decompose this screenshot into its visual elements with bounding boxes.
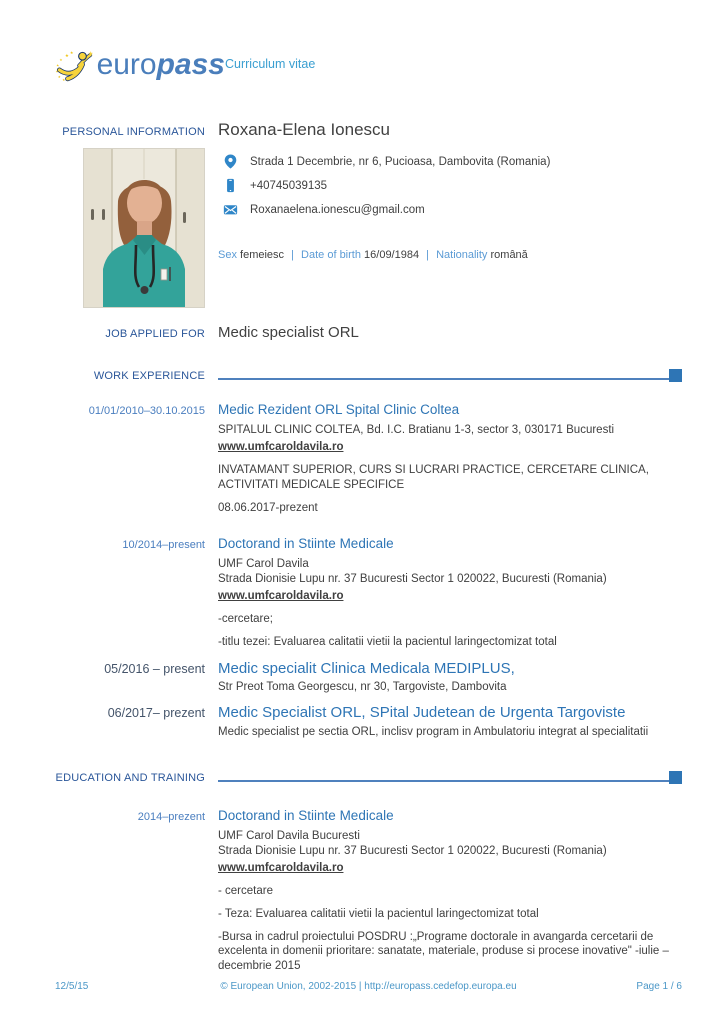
svg-text:★: ★ [59, 58, 63, 63]
sex-value: femeiesc [240, 249, 285, 261]
education-entry-title: Doctorand in Stiinte Medicale [218, 808, 394, 824]
svg-text:★: ★ [64, 52, 69, 58]
section-rule-square [669, 369, 682, 382]
svg-text:★: ★ [57, 75, 61, 80]
meta-separator: | [426, 249, 430, 261]
personal-details-row [0, 148, 724, 308]
section-rule-square [669, 771, 682, 784]
sex-label: Sex [218, 249, 237, 261]
work-experience-label: WORK EXPERIENCE [93, 370, 205, 382]
work-entry-address: Str Preot Toma Georgescu, nr 30, Targoviste, Dambovita [218, 681, 507, 694]
logo-pass: pass [156, 48, 225, 81]
education-entry-org: UMF Carol Davila Bucuresti [218, 829, 360, 842]
address-row [218, 154, 682, 169]
personal-section-header [0, 120, 724, 140]
work-entry-date: 10/2014–present [122, 539, 205, 552]
education-entry-bullet: - Teza: Evaluarea calitatii vietii la pacientul laringectomizat total [218, 907, 539, 920]
work-entry-bullet: -titlu tezei: Evaluarea calitatii vietii la pacientul laringectomizat total [218, 636, 557, 649]
phone-row [218, 178, 682, 193]
logo-euro: euro [96, 48, 157, 81]
phone-icon [223, 178, 238, 193]
email-icon [223, 202, 238, 217]
section-rule [218, 369, 682, 383]
document-type-label: Curriculum vitae [225, 57, 316, 71]
europass-wordmark [97, 36, 225, 94]
work-entry-activity: INVATAMANT SUPERIOR, CURS SI LUCRARI PRACTICE, CERCETARE CLINICA, ACTIVITATI MEDICALE SPECIFICE [218, 464, 649, 491]
work-entry [0, 659, 724, 695]
work-entry-extra: 08.06.2017-prezent [218, 501, 318, 514]
education-entry-bullet: - cercetare [218, 885, 273, 898]
work-entry-org: UMF Carol Davila [218, 557, 309, 570]
phone-value: +40745039135 [250, 179, 328, 192]
education-entry-bullet: -Bursa in cadrul proiectului POSDRU :„Programe doctorale in avangarda cercetarii de excelenta in domenii prioritare: sanatate, materiale, produse si procese inovative" -iulie –decembrie 2015 [218, 930, 669, 973]
address-value: Strada 1 Decembrie, nr 6, Pucioasa, Dambovita (Romania) [250, 155, 551, 168]
website-link[interactable]: www.umfcaroldavila.ro [218, 441, 344, 454]
nationality-value: română [490, 249, 528, 261]
education-entry-date: 2014–prezent [137, 811, 205, 824]
svg-text:★: ★ [87, 51, 94, 58]
work-entry [0, 703, 724, 739]
job-applied-section [0, 324, 724, 341]
work-entry [0, 535, 724, 649]
date-of-birth-label: Date of birth [301, 249, 361, 261]
footer-copyright: © European Union, 2002-2015 | http://europass.cedefop.europa.eu [220, 981, 517, 992]
personal-meta-line [218, 249, 682, 261]
work-entry-address: Strada Dionisie Lupu nr. 37 Bucuresti Sector 1 020022, Bucuresti (Romania) [218, 572, 607, 585]
personal-information-label: PERSONAL INFORMATION [62, 126, 205, 138]
work-entry-title: Medic Rezident ORL Spital Clinic Coltea [218, 402, 460, 417]
svg-text:★: ★ [56, 63, 60, 68]
education-entry-address: Strada Dionisie Lupu nr. 37 Bucuresti Sector 1 020022, Bucuresti (Romania) [218, 844, 607, 857]
work-entry-title: Doctorand in Stiinte Medicale [218, 536, 394, 552]
section-rule [218, 771, 682, 785]
website-link[interactable]: www.umfcaroldavila.ro [218, 862, 344, 875]
svg-text:★: ★ [62, 77, 66, 82]
person-name: Roxana-Elena Ionescu [218, 120, 391, 139]
page-header [0, 0, 724, 96]
date-of-birth-value: 16/09/1984 [364, 249, 420, 261]
email-value: Roxanaelena.ionescu@gmail.com [250, 203, 425, 216]
footer-page-number: Page 1 / 6 [636, 981, 682, 992]
work-entry-date: 06/2017– prezent [107, 706, 205, 721]
work-entry-description: Medic specialist pe sectia ORL, inclisv program in Ambulatoriu integrat al specialitatii [218, 725, 649, 738]
work-entry [0, 401, 724, 515]
education-section-header [0, 769, 724, 787]
svg-text:★: ★ [69, 51, 74, 56]
education-entry [0, 807, 724, 974]
footer-date: 12/5/15 [55, 981, 89, 992]
location-icon [223, 154, 238, 169]
website-link[interactable]: www.umfcaroldavila.ro [218, 590, 344, 603]
email-row [218, 202, 682, 217]
europass-logo [55, 36, 225, 94]
nationality-label: Nationality [436, 249, 488, 261]
work-entry-title: Medic specialit Clinica Medicala MEDIPLUS, [218, 659, 515, 677]
europass-figure-icon [55, 36, 95, 94]
meta-separator: | [291, 249, 294, 261]
work-experience-section-header [0, 367, 724, 385]
education-and-training-label: EDUCATION AND TRAINING [55, 772, 205, 785]
work-entry-org: SPITALUL CLINIC COLTEA, Bd. I.C. Bratianu 1-3, sector 3, 030171 Bucuresti [218, 423, 615, 436]
work-entry-date: 05/2016 – present [104, 661, 205, 676]
svg-text:★: ★ [55, 69, 59, 74]
page-footer [55, 981, 682, 992]
work-entry-title: Medic Specialist ORL, SPital Judetean de Urgenta Targoviste [218, 704, 626, 722]
work-entry-date: 01/01/2010–30.10.2015 [88, 405, 205, 417]
job-applied-for-label: JOB APPLIED FOR [105, 328, 205, 340]
profile-photo-image [84, 149, 204, 307]
job-applied-for-value: Medic specialist ORL [218, 324, 359, 341]
work-entry-bullet: -cercetare; [218, 613, 273, 626]
profile-photo [83, 148, 205, 308]
